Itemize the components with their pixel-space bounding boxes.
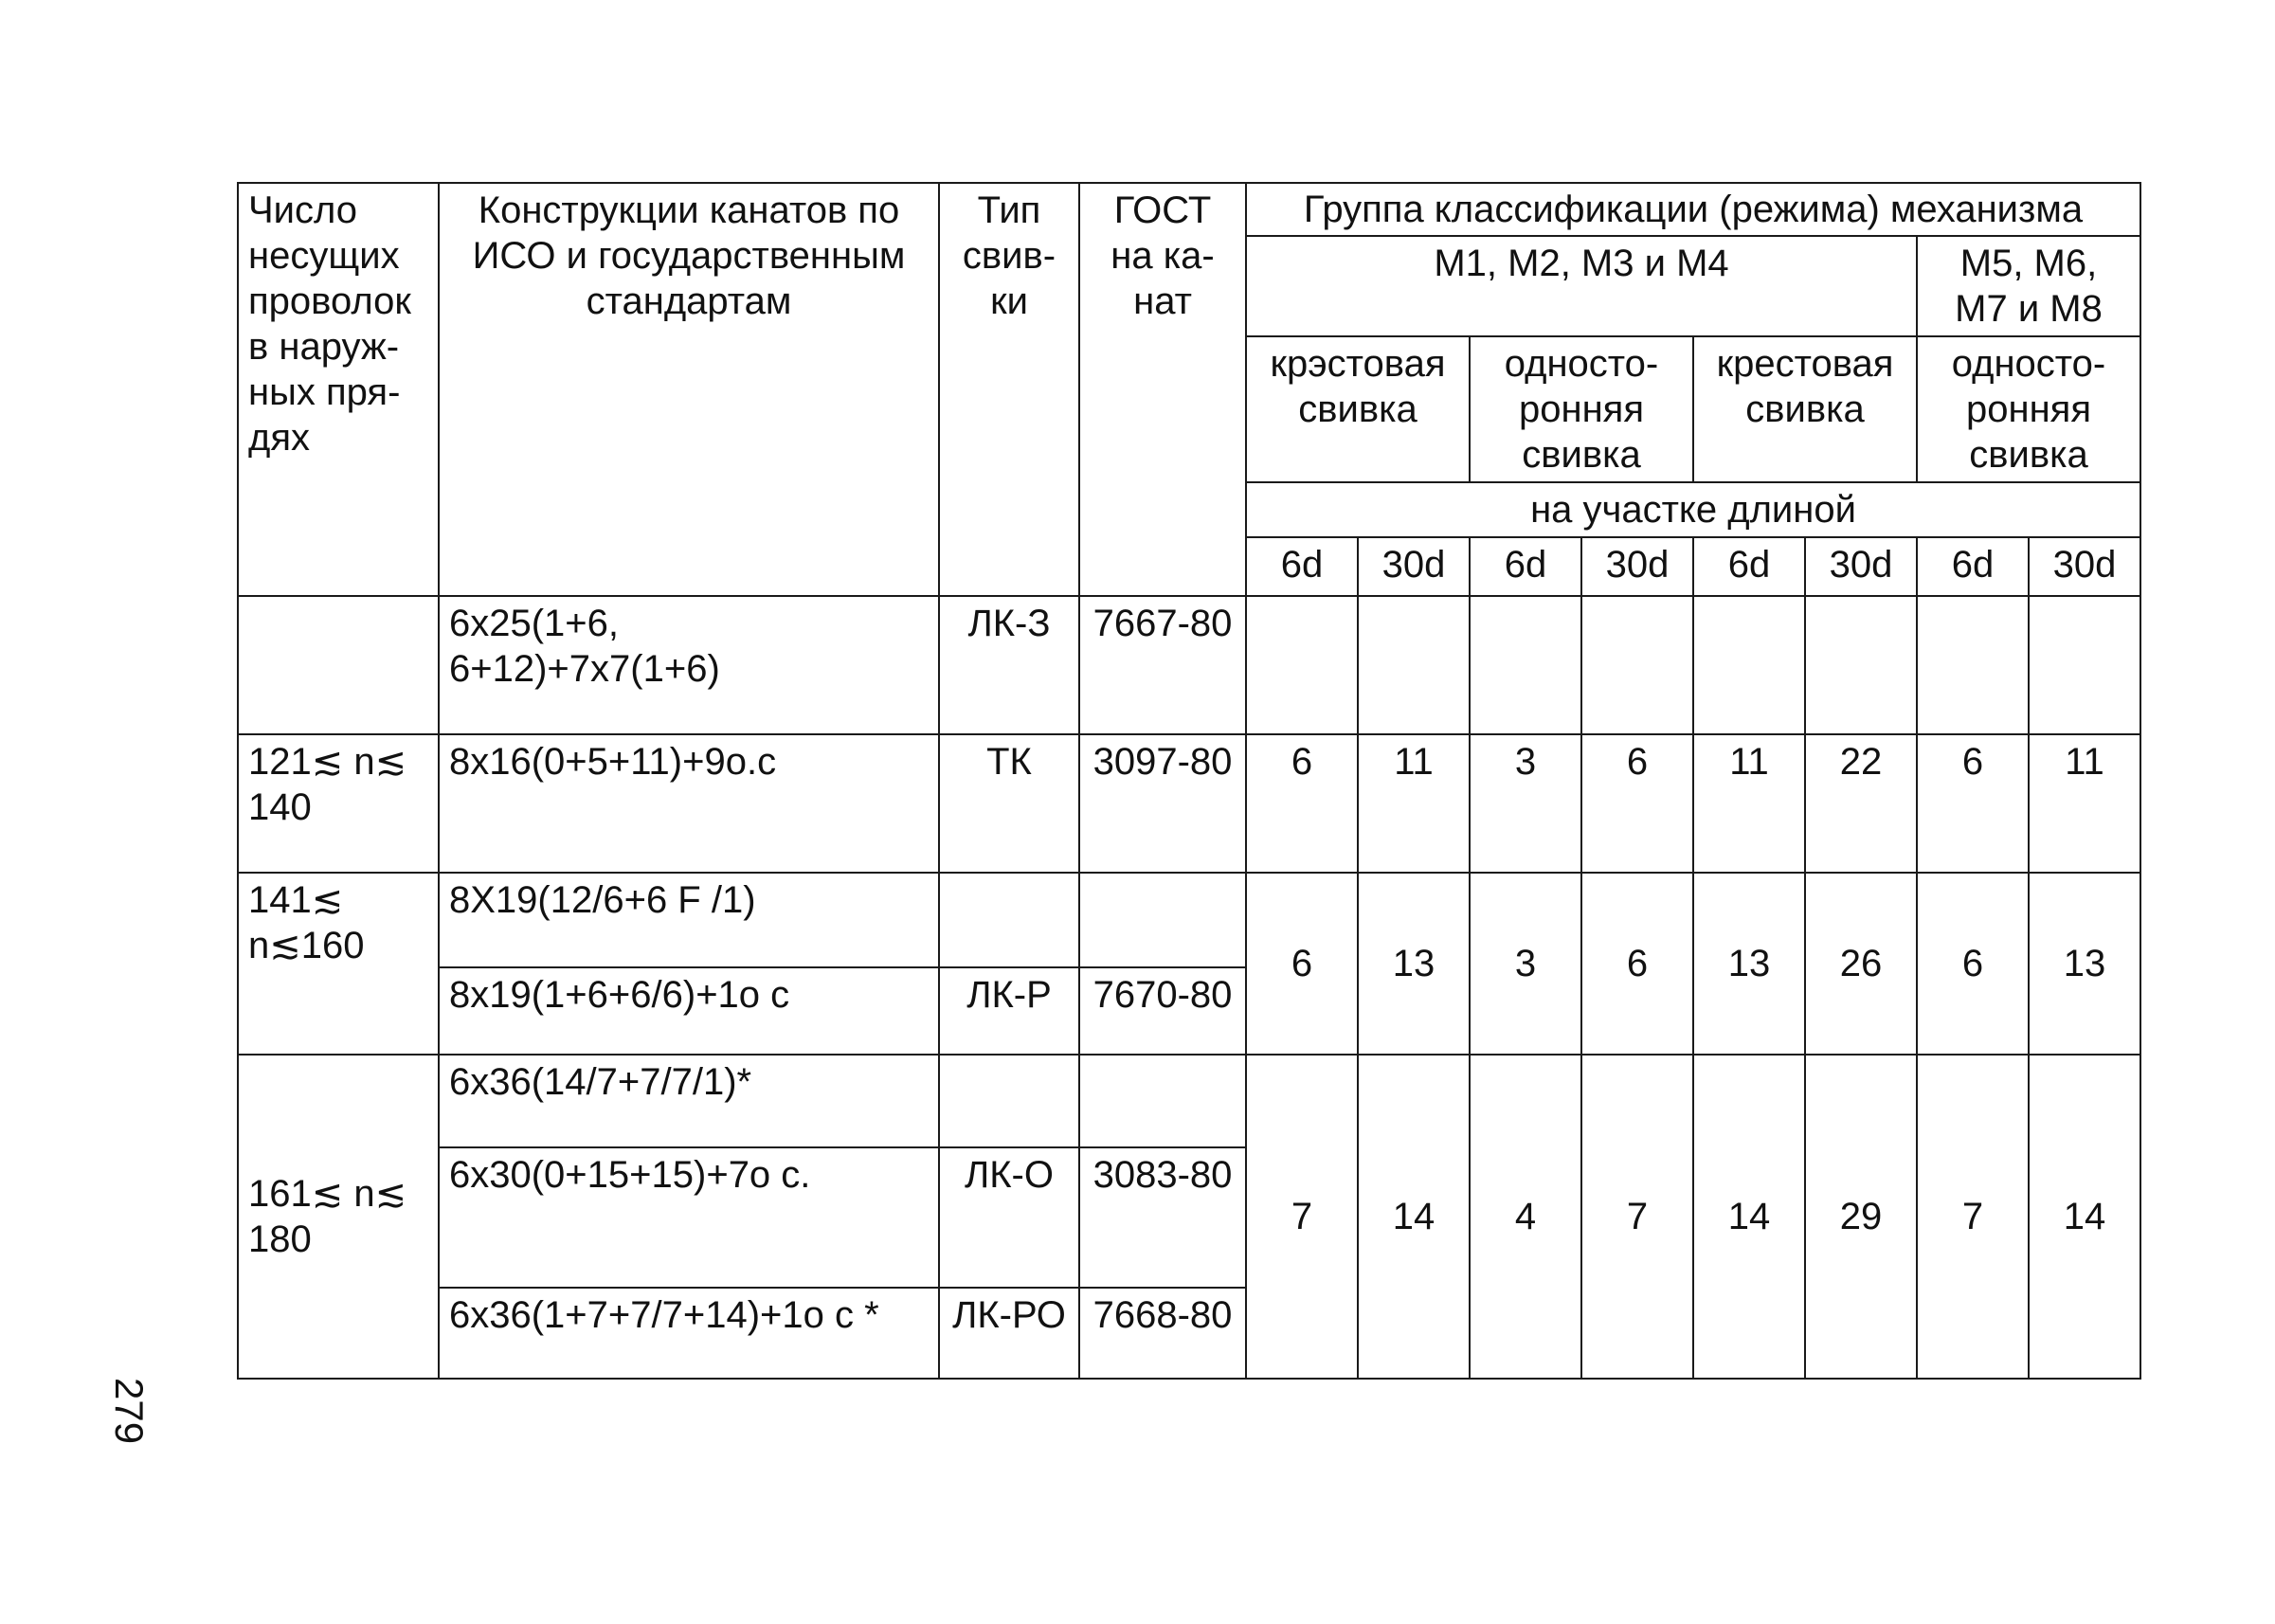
- value-cell: 26: [1805, 873, 1917, 1055]
- gost-cell: 3083-80: [1079, 1147, 1246, 1288]
- lay-type-cell: ЛК-Р: [939, 967, 1079, 1055]
- header-gost: ГОСТ на ка- нат: [1079, 183, 1246, 596]
- value-cell: 6: [1917, 873, 2029, 1055]
- header-lay-cross-2: крестовая свивка: [1693, 336, 1917, 482]
- value-cell: 11: [1358, 734, 1470, 873]
- header-group-m5-m8: М5, М6, М7 и М8: [1917, 236, 2140, 336]
- lay-type-cell: [939, 873, 1079, 967]
- length-6d: 6d: [1917, 537, 2029, 596]
- wires-cell: 121≲ n≲ 140: [238, 734, 439, 873]
- value-cell: 22: [1805, 734, 1917, 873]
- header-group-m1-m4: М1, М2, М3 и М4: [1246, 236, 1917, 336]
- construction-cell: 6x36(14/7+7/7/1)*: [439, 1055, 939, 1147]
- wires-cell: 161≲ n≲ 180: [238, 1055, 439, 1379]
- value-cell: 13: [1693, 873, 1805, 1055]
- length-6d: 6d: [1470, 537, 1581, 596]
- table-row: [238, 596, 2140, 734]
- lay-type-cell: [939, 1055, 1079, 1147]
- header-lay-one-side-2: односто- ронняя свивка: [1917, 336, 2140, 482]
- length-30d: 30d: [2029, 537, 2140, 596]
- header-group-title: Группа классификации (режима) механизма: [1246, 183, 2140, 236]
- lay-type-cell: ЛК-РО: [939, 1288, 1079, 1379]
- value-cell: 7: [1246, 1055, 1358, 1379]
- gost-cell: 7667-80: [1079, 596, 1246, 734]
- page-number: 279: [107, 1378, 152, 1445]
- value-cell: 7: [1581, 1055, 1693, 1379]
- construction-cell: 6x30(0+15+15)+7o c.: [439, 1147, 939, 1288]
- value-cell: 6: [1246, 734, 1358, 873]
- header-construction: Конструкции канатов по ИСО и государственным стандартам: [439, 183, 939, 596]
- value-cell: [1470, 596, 1581, 734]
- value-cell: 11: [1693, 734, 1805, 873]
- length-30d: 30d: [1805, 537, 1917, 596]
- length-30d: 30d: [1581, 537, 1693, 596]
- value-cell: [1246, 596, 1358, 734]
- value-cell: 6: [1581, 734, 1693, 873]
- header-lay-one-side-1: односто- ронняя свивка: [1470, 336, 1693, 482]
- wires-cell: [238, 596, 439, 734]
- construction-cell: 8X19(12/6+6 F /1): [439, 873, 939, 967]
- value-cell: [1917, 596, 2029, 734]
- length-30d: 30d: [1358, 537, 1470, 596]
- value-cell: 4: [1470, 1055, 1581, 1379]
- value-cell: [1805, 596, 1917, 734]
- lay-type-cell: ТК: [939, 734, 1079, 873]
- gost-cell: 7668-80: [1079, 1288, 1246, 1379]
- table-row: [238, 873, 2140, 967]
- wires-cell: 141≲ n≲160: [238, 873, 439, 1055]
- construction-cell: 6x25(1+6, 6+12)+7x7(1+6): [439, 596, 939, 734]
- value-cell: 7: [1917, 1055, 2029, 1379]
- lay-type-cell: ЛК-З: [939, 596, 1079, 734]
- value-cell: 11: [2029, 734, 2140, 873]
- length-6d: 6d: [1693, 537, 1805, 596]
- value-cell: 13: [2029, 873, 2140, 1055]
- value-cell: [1693, 596, 1805, 734]
- header-wires: Число несущих проволок в наруж- ных пря- дях: [238, 183, 439, 596]
- rope-classification-table: [237, 182, 2141, 1380]
- header-length-label: на участке длиной: [1246, 482, 2140, 537]
- value-cell: 6: [1246, 873, 1358, 1055]
- value-cell: 3: [1470, 873, 1581, 1055]
- value-cell: [1581, 596, 1693, 734]
- value-cell: 14: [1358, 1055, 1470, 1379]
- gost-cell: [1079, 873, 1246, 967]
- table-row: [238, 1055, 2140, 1147]
- construction-cell: 8x19(1+6+6/6)+1o c: [439, 967, 939, 1055]
- construction-cell: 8x16(0+5+11)+9o.c: [439, 734, 939, 873]
- value-cell: 6: [1581, 873, 1693, 1055]
- value-cell: [1358, 596, 1470, 734]
- value-cell: 3: [1470, 734, 1581, 873]
- gost-cell: [1079, 1055, 1246, 1147]
- value-cell: 14: [2029, 1055, 2140, 1379]
- value-cell: 6: [1917, 734, 2029, 873]
- value-cell: [2029, 596, 2140, 734]
- header-lay-type: Тип свив- ки: [939, 183, 1079, 596]
- table-row: [238, 734, 2140, 873]
- value-cell: 13: [1358, 873, 1470, 1055]
- lay-type-cell: ЛК-О: [939, 1147, 1079, 1288]
- value-cell: 29: [1805, 1055, 1917, 1379]
- header-lay-cross-1: крэстовая свивка: [1246, 336, 1470, 482]
- gost-cell: 7670-80: [1079, 967, 1246, 1055]
- gost-cell: 3097-80: [1079, 734, 1246, 873]
- construction-cell: 6x36(1+7+7/7+14)+1o c *: [439, 1288, 939, 1379]
- value-cell: 14: [1693, 1055, 1805, 1379]
- length-6d: 6d: [1246, 537, 1358, 596]
